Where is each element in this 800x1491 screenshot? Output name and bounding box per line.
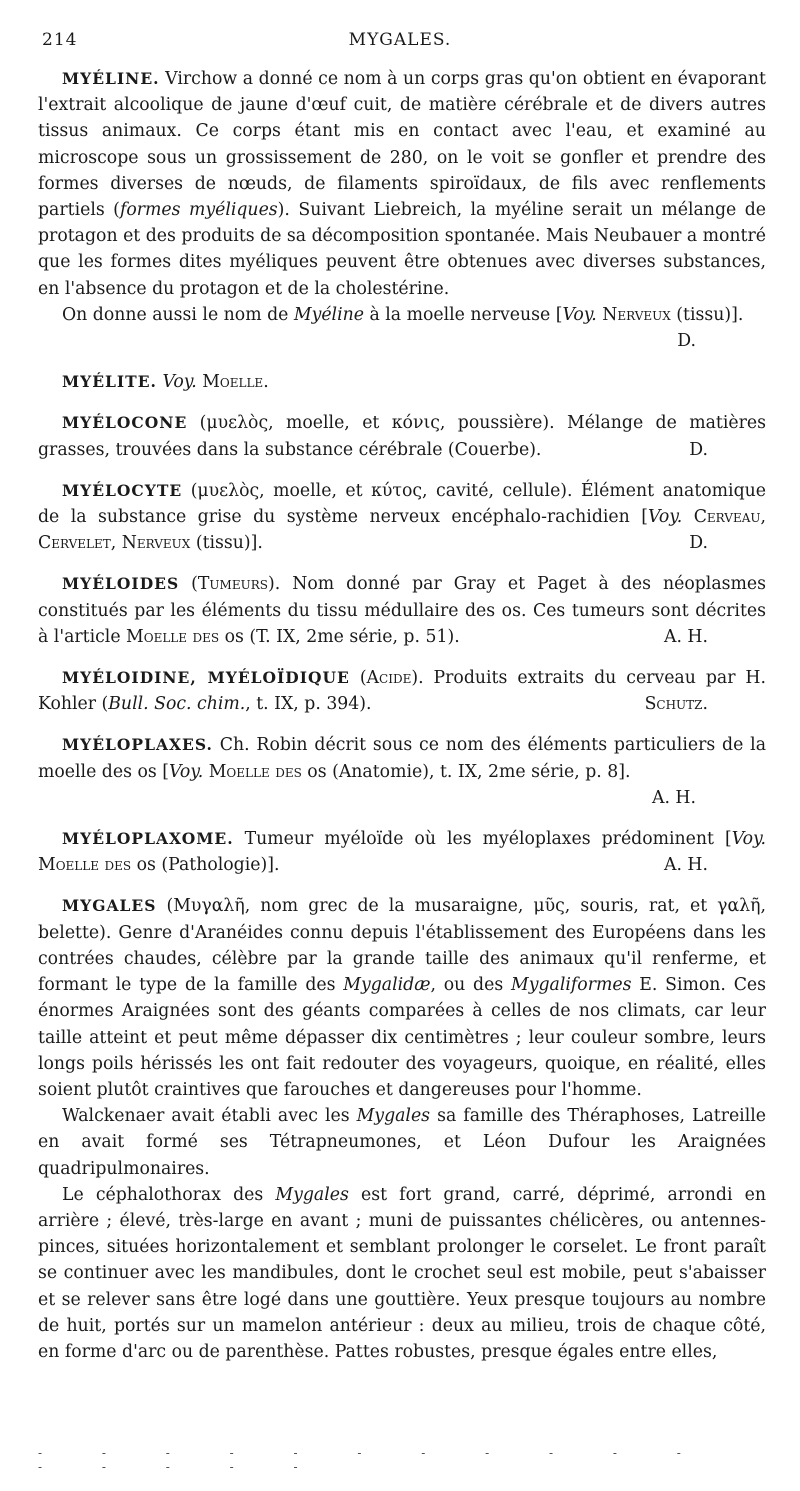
author-signature: D. [677, 331, 696, 352]
author-signature: A. H. [651, 787, 696, 808]
page-number: 214 [42, 30, 78, 50]
entry-myeloidine: MYÉLOIDINE, MYÉLOÏDIQUE (Acide). Produits extraits du cerveau par H. Kohler (Bull. Soc. chim., t. IX, p. 394). Schutz. [38, 665, 766, 717]
entry-myeloplaxome: MYÉLOPLAXOME. Tumeur myéloïde où les myéloplaxes prédominent [Voy. Moelle des os (Pathologie)]. A. H. [38, 826, 766, 878]
headword: MYÉLOCYTE [62, 480, 183, 500]
headword: MYÉLITE. [62, 372, 157, 392]
author-signature: Schutz. [644, 694, 708, 715]
entry-myeloides: MYÉLOIDES (Tumeurs). Nom donné par Gray et Paget à des néoplasmes constitués par les éléments du tissu médullaire des os. Ces tumeurs sont décrites à l'article Moelle des os (T. IX, 2me série, p. 51). A. H. [38, 571, 766, 650]
entry-myelocone: MYÉLOCONE (μυελὸς, moelle, et κόνις, poussière). Mélange de matières grasses, trouvées dans la substance cérébrale (Couerbe). D. [38, 410, 766, 462]
headword: MYGALES [62, 896, 157, 916]
entry-myelite: MYÉLITE. Voy. Moelle. [62, 372, 269, 393]
headword: MYÉLOPLAXES. [62, 735, 213, 755]
author-signature: D. [689, 439, 708, 460]
headword: MYÉLOIDINE, MYÉLOÏDIQUE [62, 668, 350, 688]
headword: MYÉLOPLAXOME. [62, 829, 234, 849]
headword: MYÉLOCONE [62, 413, 188, 433]
entry-mygales-para2: Walckenaer avait établi avec les Mygales sa famille des Théraphoses, Latreille en avait formé ses Tétrapneumones, et Léon Dufour les Araignées quadripulmonaires. [38, 1106, 766, 1179]
entry-mygales: MYGALES (Μυγαλῆ, nom grec de la musaraigne, μῦς, souris, rat, et γαλῆ, belette). Genre d'Aranéides connu depuis l'établissement des Européens dans les contrées chaudes, célèbre par la grande taille des animaux qu'il renferme, et formant le type de la famille des Mygalidæ, ou des Mygaliformes E. Simon. Ces énormes Araignées sont des géants comparées à celles de nos climats, car leur taille atteint et peut même dépasser dix centimètres ; leur couleur sombre, leurs longs poils hérissés les ont fait redouter des voyageurs, quoique, en réalité, elles soient plutôt craintives que farouches et dangereuses pour l'homme. [38, 896, 767, 1100]
entry-myeloplaxes: MYÉLOPLAXES. Ch. Robin décrit sous ce nom des éléments particuliers de la moelle des os [Voy. Moelle des os (Anatomie), t. IX, 2me série, p. 8]. A. H. [38, 732, 766, 811]
author-signature: A. H. [663, 626, 708, 647]
author-signature: A. H. [663, 855, 708, 876]
page-body [38, 66, 766, 1380]
running-title: MYGALES. [348, 30, 452, 50]
author-signature: D. [689, 533, 708, 554]
page-header [42, 30, 758, 56]
entry-mygales-para3: Le céphalothorax des Mygales est fort grand, carré, déprimé, arrondi en arrière ; élevé, très-large en avant ; muni de puissantes chélicères, ou antennes-pinces, situées horizontalement et semblant prolonger le corselet. Le front paraît se continuer avec les mandibules, dont le crochet seul est mobile, peut s'abaisser et se relever sans être logé dans une gouttière. Yeux presque toujours au nombre de huit, portés sur un mamelon antérieur : deux au milieu, trois de chaque côté, en forme d'arc ou de parenthèse. Pattes robustes, presque égales entre elles, [38, 1184, 766, 1362]
footer-marks: - - - - - - - - - - - - - - - - [38, 1446, 709, 1474]
entry-myelocyte: MYÉLOCYTE (μυελὸς, moelle, et κύτος, cavité, cellule). Élément anatomique de la substance grise du système nerveux encéphalo-rachidien [Voy. Cerveau, Cervelet, Nerveux (tissu)]. D. [38, 478, 766, 557]
entry-myeline-para2: On donne aussi le nom de Myéline à la moelle nerveuse [Voy. Nerveux (tissu)]. D. [38, 302, 766, 354]
headword: MYÉLINE. [62, 69, 160, 88]
headword: MYÉLOIDES [62, 574, 180, 594]
entry-myeline: MYÉLINE. Virchow a donné ce nom à un corps gras qu'on obtient en évaporant l'extrait alcoolique de jaune d'œuf cuit, de matière cérébrale et de divers autres tissus animaux. Ce corps étant mis en contact avec l'eau, et examiné au microscope sous un grossissement de 280, on le voit se gonfler et prendre des formes diverses de nœuds, de filaments spiroïdaux, de fils avec renflements partiels (formes myéliques). Suivant Liebreich, la myéline serait un mélange de protagon et des produits de sa décomposition spontanée. Mais Neubauer a montré que les formes dites myéliques peuvent être obtenues avec diverses substances, en l'absence du protagon et de la cholestérine. [38, 69, 766, 299]
